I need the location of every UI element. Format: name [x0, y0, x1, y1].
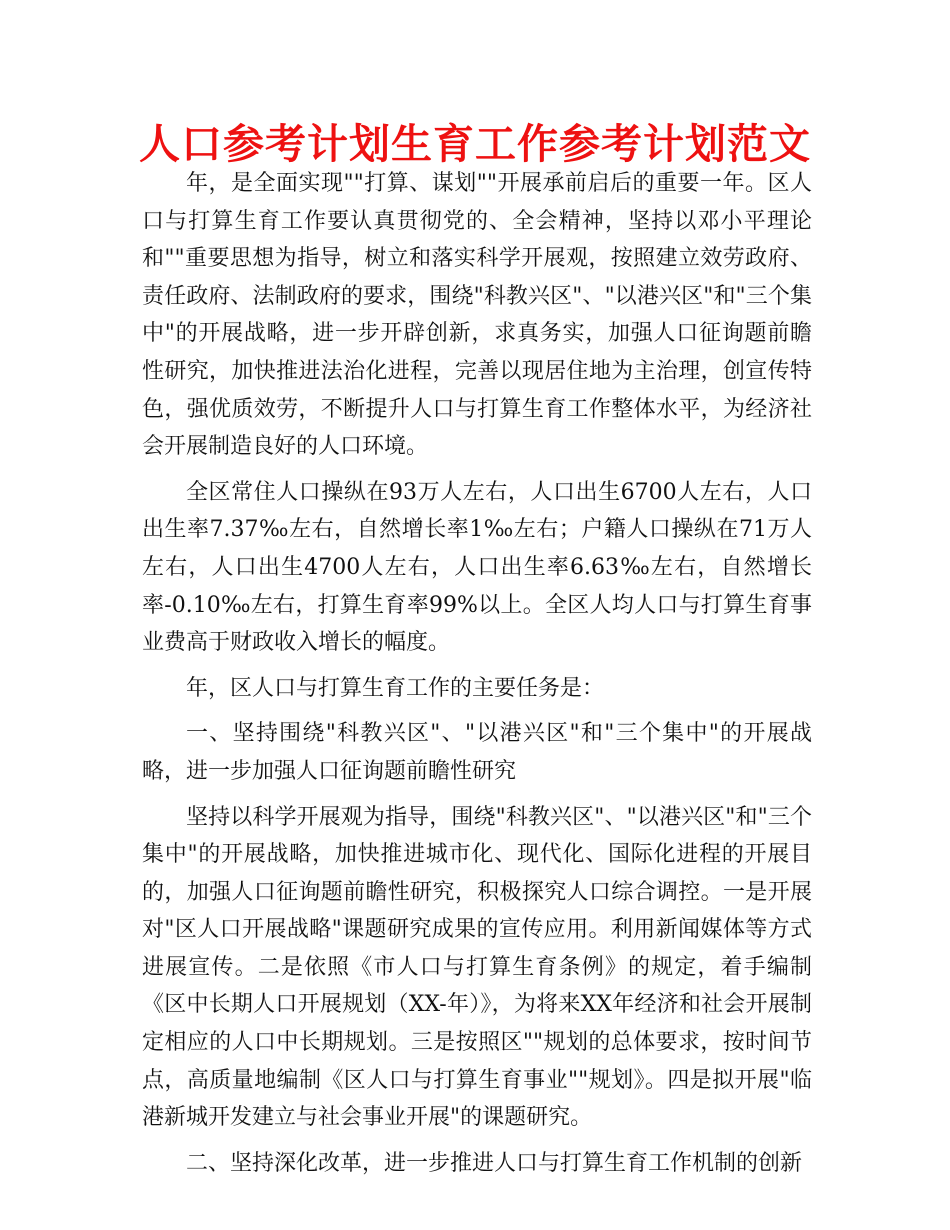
paragraph-intro: 年，是全面实现""打算、谋划""开展承前启后的重要一年。区人口与打算生育工作要认真贯彻党的、全会精神，坚持以邓小平理论和""重要思想为指导，树立和落实科学开展观，按照建立效劳政府、责任政府、法制政府的要求，围绕"科教兴区"、"以港兴区"和"三个集中"的开展战略，进一步开辟创新，求真务实，加强人口征询题前瞻性研究，加快推进法治化进程，完善以现居住地为主治理，创宣传特色，强优质效劳，不断提升人口与打算生育工作整体水平，为经济社会开展制造良好的人口环境。	[142, 171, 812, 460]
paragraph-targets: 全区常住人口操纵在93万人左右，人口出生6700人左右，人口出生率7.37‰左右，自然增长率1‰左右；户籍人口操纵在71万人左右，人口出生4700人左右，人口出生率6.63‰左右，自然增长率-0.10‰左右，打算生育率99%以上。全区人均人口与打算生育事业费高于财政收入增长的幅度。	[142, 479, 812, 656]
section-heading-2: 二、坚持深化改革，进一步推进人口与打算生育工作机制的创新	[186, 1150, 803, 1176]
section-heading-1: 一、坚持围绕"科教兴区"、"以港兴区"和"三个集中"的开展战略，进一步加强人口征询题前瞻性研究	[142, 721, 812, 784]
document-title: 人口参考计划生育工作参考计划范文	[139, 120, 811, 168]
document-body	[142, 165, 812, 1190]
paragraph-section-1-body: 坚持以科学开展观为指导，围绕"科教兴区"、"以港兴区"和"三个集中"的开展战略，加快推进城市化、现代化、国际化进程的开展目的，加强人口征询题前瞻性研究，积极探究人口综合调控。一是开展对"区人口开展战略"课题研究成果的宣传应用。利用新闻媒体等方式进展宣传。二是依照《市人口与打算生育条例》的规定，着手编制《区中长期人口开展规划（XX-年）》，为将来XX年经济和社会开展制定相应的人口中长期规划。三是按照区""规划的总体要求，按时间节点，高质量地编制《区人口与打算生育事业""规划》。四是拟开展"临港新城开发建立与社会事业开展"的课题研究。	[142, 804, 812, 1131]
paragraph-tasks-lead: 年，区人口与打算生育工作的主要任务是：	[186, 675, 605, 701]
